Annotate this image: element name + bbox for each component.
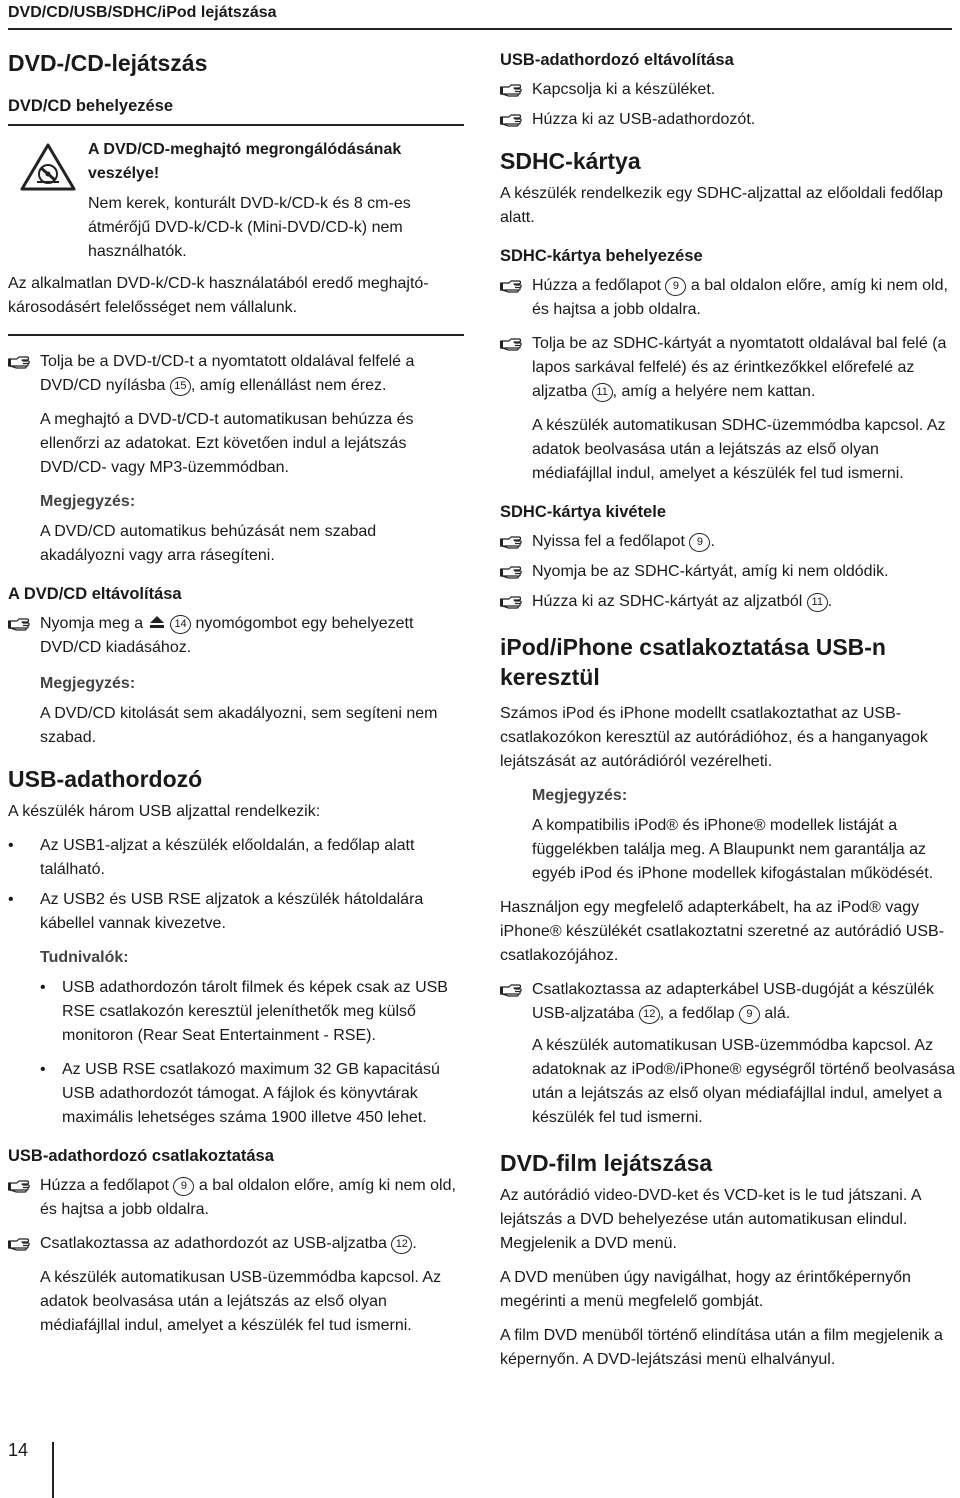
dvd-paragraph: A film DVD menüből történő elindítása után a film megjelenik a képernyőn. A DVD-lejátszási menü elhalványul. <box>500 1327 943 1368</box>
eject-step: Nyomja meg a 14 nyomógombot egy behelyezett DVD/CD kiadásához. <box>8 612 464 660</box>
connect-step: Húzza a fedőlapot 9 a bal oldalon előre, amíg ki nem old, és hajtsa a jobb oldalra. <box>8 1174 464 1222</box>
part-number-9: 9 <box>665 277 686 296</box>
part-number-12: 12 <box>391 1235 412 1254</box>
pointing-hand-icon <box>500 337 522 351</box>
part-number-9: 9 <box>173 1177 194 1196</box>
sdhc-insert-step: Tolja be az SDHC-kártyát a nyomtatott oldalával bal felé (a lapos sarkával felfelé) és az érintkezőkkel előrefelé az aljzatba 11 , amíg a helyére nem kattan. <box>500 332 958 404</box>
pointing-hand-icon <box>500 595 522 609</box>
warning-title: A DVD/CD-meghajtó megrongálódásának veszélye! <box>88 141 402 182</box>
right-column <box>500 48 958 1372</box>
usb-remove-step: Húzza ki az USB-adathordozót. <box>500 108 958 132</box>
pointing-hand-icon <box>8 1179 30 1193</box>
sdhc-remove-step: Nyomja be az SDHC-kártyát, amíg ki nem oldódik. <box>500 560 958 584</box>
dvd-movie-title: DVD-film lejátszása <box>500 1150 713 1176</box>
note-text: A DVD/CD automatikus behúzását nem szabad akadályozni vagy arra rásegíteni. <box>40 523 377 564</box>
usb-connect-heading: USB-adathordozó csatlakoztatása <box>8 1147 274 1165</box>
ipod-title: iPod/iPhone csatlakoztatása USB-n keresztül <box>500 634 886 690</box>
pointing-hand-icon <box>8 1237 30 1251</box>
pointing-hand-icon <box>500 983 522 997</box>
list-item: • Az USB2 és USB RSE aljzatok a készülék hátoldalára kábellel vannak kivezetve. <box>8 888 464 936</box>
ipod-intro: Számos iPod és iPhone modellt csatlakoztathat az USB-csatlakozókon keresztül az autórádióhoz, és a hanganyagok lejátszását az autórádióról vezérelheti. <box>500 705 928 770</box>
insert-step: Tolja be a DVD-t/CD-t a nyomtatott oldalával felfelé a DVD/CD nyílásba 15 , amíg ellenállást nem érez. <box>8 350 464 398</box>
part-number-11: 11 <box>807 593 828 612</box>
sdhc-remove-step: Nyissa fel a fedőlapot 9 . <box>500 530 958 554</box>
insert-result: A meghajtó a DVD-t/CD-t automatikusan behúzza és ellenőrzi az adatokat. Ezt követően indul a lejátszás DVD/CD- vagy MP3-üzemmódban. <box>40 411 414 476</box>
note-label: Megjegyzés: <box>40 675 136 692</box>
sdhc-remove-heading: SDHC-kártya kivétele <box>500 503 666 521</box>
dvd-paragraph: Az autórádió video-DVD-ket és VCD-ket is le tud játszani. A lejátszás a DVD behelyezése után automatikusan elindul. Megjelenik a DVD menü. <box>500 1187 921 1252</box>
usb-intro: A készülék három USB aljzattal rendelkezik: <box>8 803 321 820</box>
note-text: A kompatibilis iPod® és iPhone® modellek listáját a függelékben találja meg. A Blaupunkt nem garantálja az egyéb iPod és iPhone modellek kifogástalan működését. <box>532 817 934 882</box>
info-label: Tudnivalók: <box>40 949 129 966</box>
connect-result: A készülék automatikusan USB-üzemmódba kapcsol. Az adatok beolvasása után a lejátszás az első olyan médiafájllal indul, amelyet a készülék fel tud ismerni. <box>40 1269 442 1334</box>
part-number-15: 15 <box>170 377 191 396</box>
note-label: Megjegyzés: <box>532 787 628 804</box>
usb-remove-step: Kapcsolja ki a készüléket. <box>500 78 958 102</box>
dvd-paragraph: A DVD menüben úgy navigálhat, hogy az érintőképernyőn megérinti a menü megfelelő gombját. <box>500 1269 911 1310</box>
warning-box <box>8 124 464 336</box>
sdhc-insert-step: Húzza a fedőlapot 9 a bal oldalon előre, amíg ki nem old, és hajtsa a jobb oldalra. <box>500 274 958 322</box>
ipod-adapter-text: Használjon egy megfelelő adapterkábelt, ha az iPod® vagy iPhone® készülékét csatlakoztatni szeretné az autórádió USB-csatlakozójához. <box>500 899 945 964</box>
pointing-hand-icon <box>8 617 30 631</box>
usb-remove-heading: USB-adathordozó eltávolítása <box>500 51 734 69</box>
warning-footer: Az alkalmatlan DVD-k/CD-k használatából eredő meghajtó-károsodásért felelősséget nem vállalunk. <box>8 275 429 316</box>
page-number: 14 <box>8 1440 29 1460</box>
sdhc-remove-step: Húzza ki az SDHC-kártyát az aljzatból 11 . <box>500 590 958 614</box>
sdhc-insert-result: A készülék automatikusan SDHC-üzemmódba kapcsol. Az adatok beolvasása után a lejátszás az első olyan médiafájllal indul, amelyet a készülék fel tud ismerni. <box>532 417 946 482</box>
part-number-14: 14 <box>170 615 191 634</box>
eject-icon <box>148 615 166 629</box>
list-item: • USB adathordozón tárolt filmek és képek csak az USB RSE csatlakozón keresztül jeleníthetők meg külső monitoron (Rear Seat Entertainment - RSE). <box>8 976 464 1048</box>
ipod-result: A készülék automatikusan USB-üzemmódba kapcsol. Az adatoknak az iPod®/iPhone® egységről történő beolvasása után a lejátszás az első olyan médiafájllal indul, amelyet a készülék fel tud ismerni. <box>532 1037 955 1126</box>
note-label: Megjegyzés: <box>40 493 136 510</box>
left-column <box>8 48 464 1338</box>
part-number-9: 9 <box>689 533 710 552</box>
usb-storage-title: USB-adathordozó <box>8 766 203 792</box>
ipod-step: Csatlakoztassa az adapterkábel USB-dugóját a készülék USB-aljzatába 12 , a fedőlap 9 alá. <box>500 978 958 1026</box>
page-number-divider <box>52 1442 54 1498</box>
pointing-hand-icon <box>500 83 522 97</box>
pointing-hand-icon <box>500 565 522 579</box>
part-number-11: 11 <box>592 383 613 402</box>
sdhc-intro: A készülék rendelkezik egy SDHC-aljzattal az előoldali fedőlap alatt. <box>500 185 943 226</box>
dvd-cd-playback-title: DVD-/CD-lejátszás <box>8 50 208 76</box>
running-header: DVD/CD/USB/SDHC/iPod lejátszása <box>8 0 952 30</box>
warning-text: Nem kerek, konturált DVD-k/CD-k és 8 cm-es átmérőjű DVD-k/CD-k (Mini-DVD/CD-k) nem használhatók. <box>88 195 411 260</box>
sdhc-insert-heading: SDHC-kártya behelyezése <box>500 247 703 265</box>
dvd-insert-heading: DVD/CD behelyezése <box>8 97 174 115</box>
sdhc-title: SDHC-kártya <box>500 148 641 174</box>
pointing-hand-icon <box>500 113 522 127</box>
part-number-12: 12 <box>639 1005 660 1024</box>
part-number-9: 9 <box>739 1005 760 1024</box>
note-text: A DVD/CD kitolását sem akadályozni, sem segíteni nem szabad. <box>40 705 438 746</box>
disc-in-slot-warning-icon <box>20 142 76 192</box>
pointing-hand-icon <box>8 355 30 369</box>
pointing-hand-icon <box>500 535 522 549</box>
list-item: • Az USB1-aljzat a készülék előoldalán, a fedőlap alatt található. <box>8 834 464 882</box>
connect-step: Csatlakoztassa az adathordozót az USB-aljzatba 12 . <box>8 1232 464 1256</box>
list-item: • Az USB RSE csatlakozó maximum 32 GB kapacitású USB adathordozót támogat. A fájlok és könyvtárak maximális lehetséges száma 1900 illetve 450 lehet. <box>8 1058 464 1130</box>
pointing-hand-icon <box>500 279 522 293</box>
dvd-eject-heading: A DVD/CD eltávolítása <box>8 585 182 603</box>
